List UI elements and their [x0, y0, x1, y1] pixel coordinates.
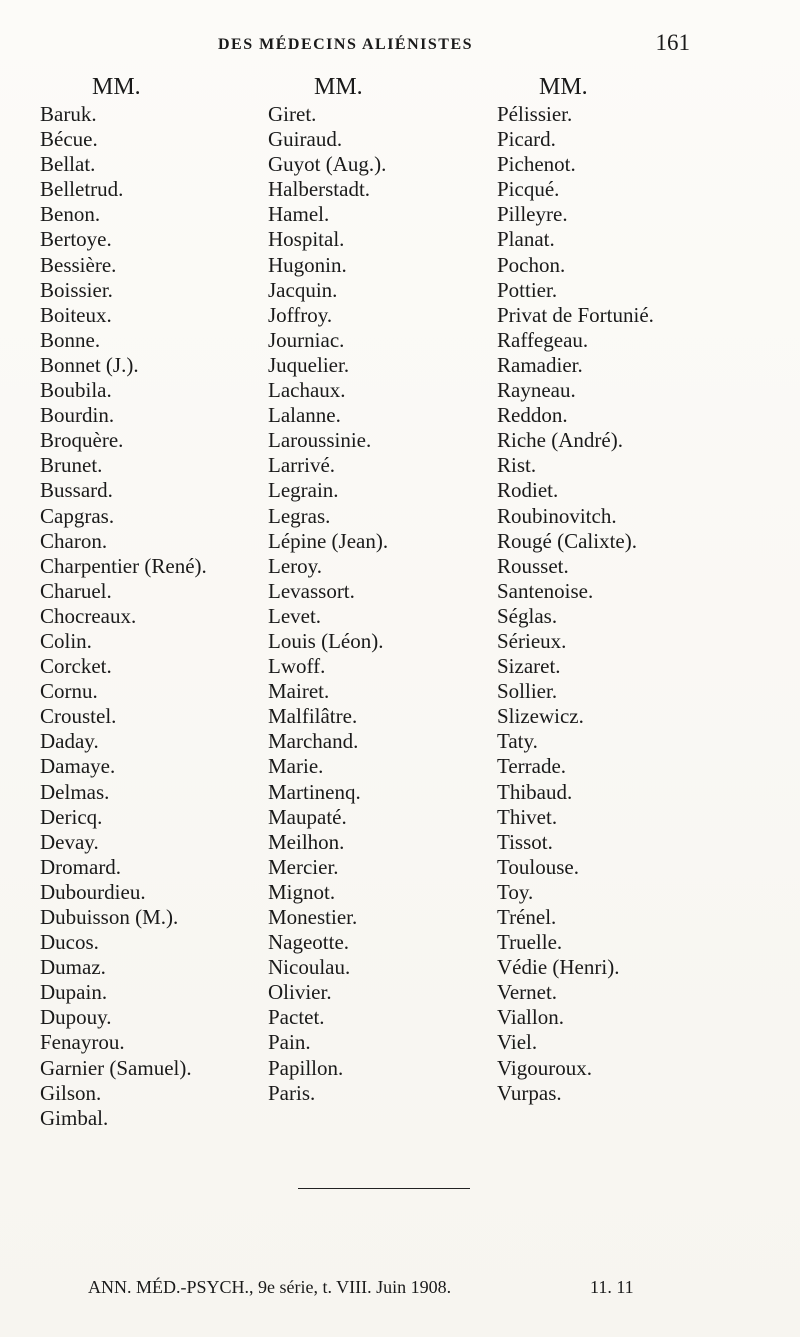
member-name: Hugonin. [268, 252, 347, 277]
member-name: Bellat. [40, 152, 96, 177]
member-name: Pichenot. [497, 152, 576, 177]
member-name: Dupouy. [40, 1005, 112, 1030]
member-name: Belletrud. [40, 177, 124, 202]
member-name: Guyot (Aug.). [268, 152, 387, 177]
name-list [497, 102, 797, 1106]
page-number: 161 [655, 30, 690, 55]
member-name: Croustel. [40, 704, 117, 729]
column-heading: MM. [92, 74, 141, 100]
member-name: Lalanne. [268, 403, 341, 428]
member-name: Ramadier. [497, 352, 583, 377]
member-name: Bonnet (J.). [40, 352, 139, 377]
member-name: Truelle. [497, 930, 563, 955]
member-name: Bessière. [40, 252, 117, 277]
member-name: Broquère. [40, 428, 124, 453]
member-name: Santenoise. [497, 578, 594, 603]
member-name: Boubila. [40, 378, 112, 403]
member-name: Rayneau. [497, 378, 576, 403]
member-name: Leroy. [268, 553, 323, 578]
member-name: Viallon. [497, 1005, 564, 1030]
member-name: Nicoulau. [268, 955, 351, 980]
member-name: Levet. [268, 603, 322, 628]
member-name: Dubuisson (M.). [40, 905, 179, 929]
member-name: Maupaté. [268, 804, 347, 829]
member-name: Gilson. [40, 1080, 102, 1105]
member-name: Mercier. [268, 854, 339, 879]
member-name: Journiac. [268, 327, 345, 352]
member-name: Privat de Fortunié. [497, 302, 654, 327]
member-name: Brunet. [40, 453, 103, 478]
member-name: Picqué. [497, 177, 560, 202]
member-name: Toy. [497, 879, 534, 904]
section-divider [298, 1188, 470, 1189]
member-name: Reddon. [497, 403, 568, 428]
member-name: Vigouroux. [497, 1055, 592, 1080]
member-name: Dumaz. [40, 955, 106, 980]
member-name: Terrade. [497, 754, 567, 779]
member-name: Meilhon. [268, 829, 345, 854]
member-name: Ducos. [40, 930, 99, 955]
member-name: Garnier (Samuel). [40, 1055, 192, 1080]
member-name: Pactet. [268, 1005, 325, 1030]
member-name: Sollier. [497, 679, 558, 704]
member-name: Damaye. [40, 754, 116, 779]
member-name: Raffegeau. [497, 327, 589, 352]
member-name: Cornu. [40, 679, 98, 704]
member-name: Thibaud. [497, 779, 573, 804]
member-name: Paris. [268, 1080, 316, 1105]
member-name: Planat. [497, 227, 555, 252]
member-name: Slizewicz. [497, 704, 584, 729]
member-name: Lépine (Jean). [268, 528, 389, 553]
member-name: Capgras. [40, 503, 115, 528]
member-list [0, 72, 800, 1162]
member-name: Benon. [40, 202, 101, 227]
member-name: Joffroy. [268, 302, 333, 327]
member-name: Sizaret. [497, 654, 561, 679]
name-list [40, 102, 270, 1131]
member-name: Rodiet. [497, 478, 559, 503]
name-column-1 [40, 72, 270, 1131]
member-name: Mairet. [268, 679, 330, 704]
member-name: Viel. [497, 1030, 538, 1055]
member-name: Bussard. [40, 478, 113, 503]
member-name: Charon. [40, 528, 108, 553]
member-name: Malfilâtre. [268, 704, 358, 729]
member-name: Toulouse. [497, 854, 579, 879]
column-heading: MM. [314, 74, 363, 100]
page-header [0, 30, 800, 64]
member-name: Laroussinie. [268, 428, 372, 453]
member-name: Levassort. [268, 578, 355, 603]
signature-mark: 11. 11 [590, 1277, 634, 1297]
member-name: Legras. [268, 503, 331, 528]
member-name: Dromard. [40, 854, 122, 879]
member-name: Jacquin. [268, 277, 338, 302]
member-name: Olivier. [268, 980, 332, 1005]
member-name: Papillon. [268, 1055, 344, 1080]
member-name: Monestier. [268, 905, 358, 929]
member-name: Juquelier. [268, 352, 350, 377]
member-name: Nageotte. [268, 930, 350, 955]
member-name: Dericq. [40, 804, 103, 829]
member-name: Pain. [268, 1030, 311, 1055]
member-name: Lachaux. [268, 378, 346, 403]
member-name: Louis (Léon). [268, 628, 384, 653]
member-name: Taty. [497, 729, 538, 754]
member-name: Vurpas. [497, 1080, 562, 1105]
member-name: Delmas. [40, 779, 110, 804]
page-footer [0, 1277, 800, 1307]
member-name: Séglas. [497, 603, 558, 628]
member-name: Halberstadt. [268, 177, 371, 202]
member-name: Rousset. [497, 553, 569, 578]
member-name: Bourdin. [40, 403, 115, 428]
running-title: DES MÉDECINS ALIÉNISTES [218, 36, 474, 53]
member-name: Roubinovitch. [497, 503, 617, 528]
member-name: Pottier. [497, 277, 558, 302]
member-name: Colin. [40, 628, 92, 653]
member-name: Dubourdieu. [40, 879, 146, 904]
member-name: Trénel. [497, 905, 557, 929]
member-name: Sérieux. [497, 628, 567, 653]
member-name: Martinenq. [268, 779, 361, 804]
member-name: Rist. [497, 453, 537, 478]
member-name: Dupain. [40, 980, 108, 1005]
name-column-2 [268, 72, 496, 1106]
member-name: Bonne. [40, 327, 101, 352]
member-name: Hospital. [268, 227, 345, 252]
member-name: Pélissier. [497, 102, 573, 126]
member-name: Gimbal. [40, 1105, 109, 1130]
member-name: Boiteux. [40, 302, 112, 327]
member-name: Daday. [40, 729, 99, 754]
member-name: Hamel. [268, 202, 330, 227]
member-name: Lwoff. [268, 654, 326, 679]
member-name: Pilleyre. [497, 202, 568, 227]
member-name: Fenayrou. [40, 1030, 125, 1055]
member-name: Vernet. [497, 980, 558, 1005]
member-name: Pochon. [497, 252, 566, 277]
member-name: Chocreaux. [40, 603, 137, 628]
member-name: Védie (Henri). [497, 955, 620, 980]
journal-citation: ANN. MÉD.-PSYCH., 9e série, t. VIII. Juin 1908. [88, 1277, 452, 1297]
member-name: Picard. [497, 127, 556, 152]
member-name: Charuel. [40, 578, 112, 603]
member-name: Marchand. [268, 729, 359, 754]
member-name: Bécue. [40, 127, 98, 152]
column-heading: MM. [539, 74, 588, 100]
name-list [268, 102, 496, 1106]
member-name: Charpentier (René). [40, 553, 207, 578]
member-name: Legrain. [268, 478, 339, 503]
name-column-3 [497, 72, 797, 1106]
member-name: Riche (André). [497, 428, 623, 453]
member-name: Guiraud. [268, 127, 343, 152]
member-name: Devay. [40, 829, 99, 854]
member-name: Marie. [268, 754, 324, 779]
member-name: Baruk. [40, 102, 97, 126]
member-name: Rougé (Calixte). [497, 528, 637, 553]
member-name: Giret. [268, 102, 317, 126]
member-name: Tissot. [497, 829, 553, 854]
member-name: Boissier. [40, 277, 113, 302]
member-name: Corcket. [40, 654, 112, 679]
member-name: Bertoye. [40, 227, 112, 252]
member-name: Mignot. [268, 879, 336, 904]
member-name: Thivet. [497, 804, 558, 829]
member-name: Larrivé. [268, 453, 336, 478]
